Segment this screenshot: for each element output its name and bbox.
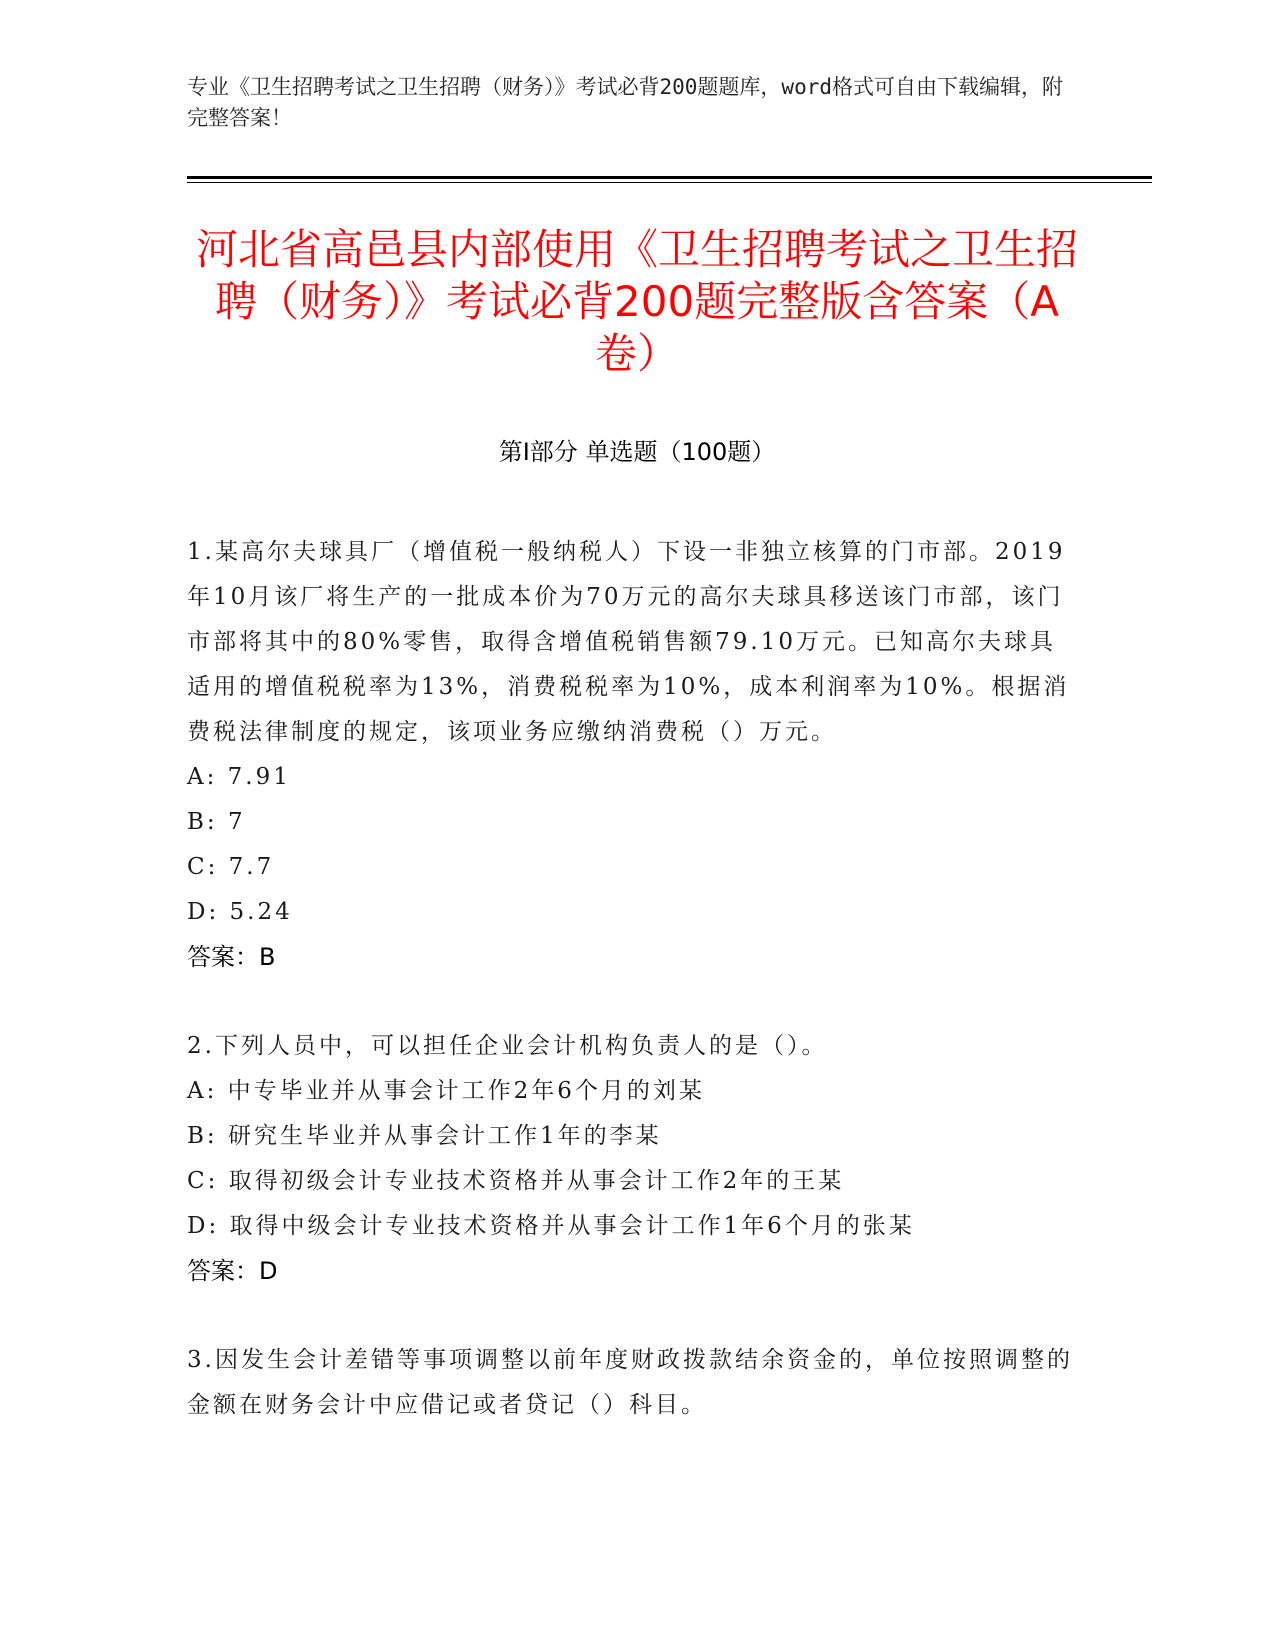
question-3	[187, 1338, 1077, 1428]
question-2	[187, 1024, 1077, 1294]
section-heading: 第Ⅰ部分 单选题（100题）	[498, 438, 776, 466]
question-text: 3.因发生会计差错等事项调整以前年度财政拨款结余资金的，单位按照调整的金额在财务会计中应借记或者贷记（）科目。	[187, 1347, 1073, 1418]
option-d: D: 取得中级会计专业技术资格并从事会计工作1年6个月的张某	[187, 1213, 915, 1239]
option-b: B: 7	[187, 809, 246, 835]
option-a: A: 中专毕业并从事会计工作2年6个月的刘某	[187, 1078, 705, 1104]
question-text: 2.下列人员中，可以担任企业会计机构负责人的是（）。	[187, 1033, 828, 1059]
option-a: A: 7.91	[187, 764, 291, 790]
document-title: 河北省高邑县内部使用《卫生招聘考试之卫生招聘（财务）》考试必背200题完整版含答案（A卷）	[195, 225, 1078, 378]
header-note: 专业《卫生招聘考试之卫生招聘（财务）》考试必背200题题库，word格式可自由下载编辑，附完整答案！	[187, 75, 1063, 130]
question-list	[187, 530, 1077, 1472]
answer-label: 答案：B	[187, 943, 276, 971]
option-c: C: 取得初级会计专业技术资格并从事会计工作2年的王某	[187, 1168, 845, 1194]
header-divider-thin	[187, 182, 1152, 183]
option-b: B: 研究生毕业并从事会计工作1年的李某	[187, 1123, 662, 1149]
question-text: 1.某高尔夫球具厂（增值税一般纳税人）下设一非独立核算的门市部。2019年10月该厂将生产的一批成本价为70万元的高尔夫球具移送该门市部，该门市部将其中的80%零售，取得含增值税销售额79.10万元。已知高尔夫球具适用的增值税税率为13%，消费税税率为10%，成本利润率为10%。根据消费税法律制度的规定，该项业务应缴纳消费税（）万元。	[187, 539, 1070, 745]
question-1	[187, 530, 1077, 980]
option-c: C: 7.7	[187, 854, 275, 880]
option-d: D: 5.24	[187, 899, 293, 925]
answer-label: 答案：D	[187, 1257, 278, 1285]
header-divider-thick	[187, 176, 1152, 179]
